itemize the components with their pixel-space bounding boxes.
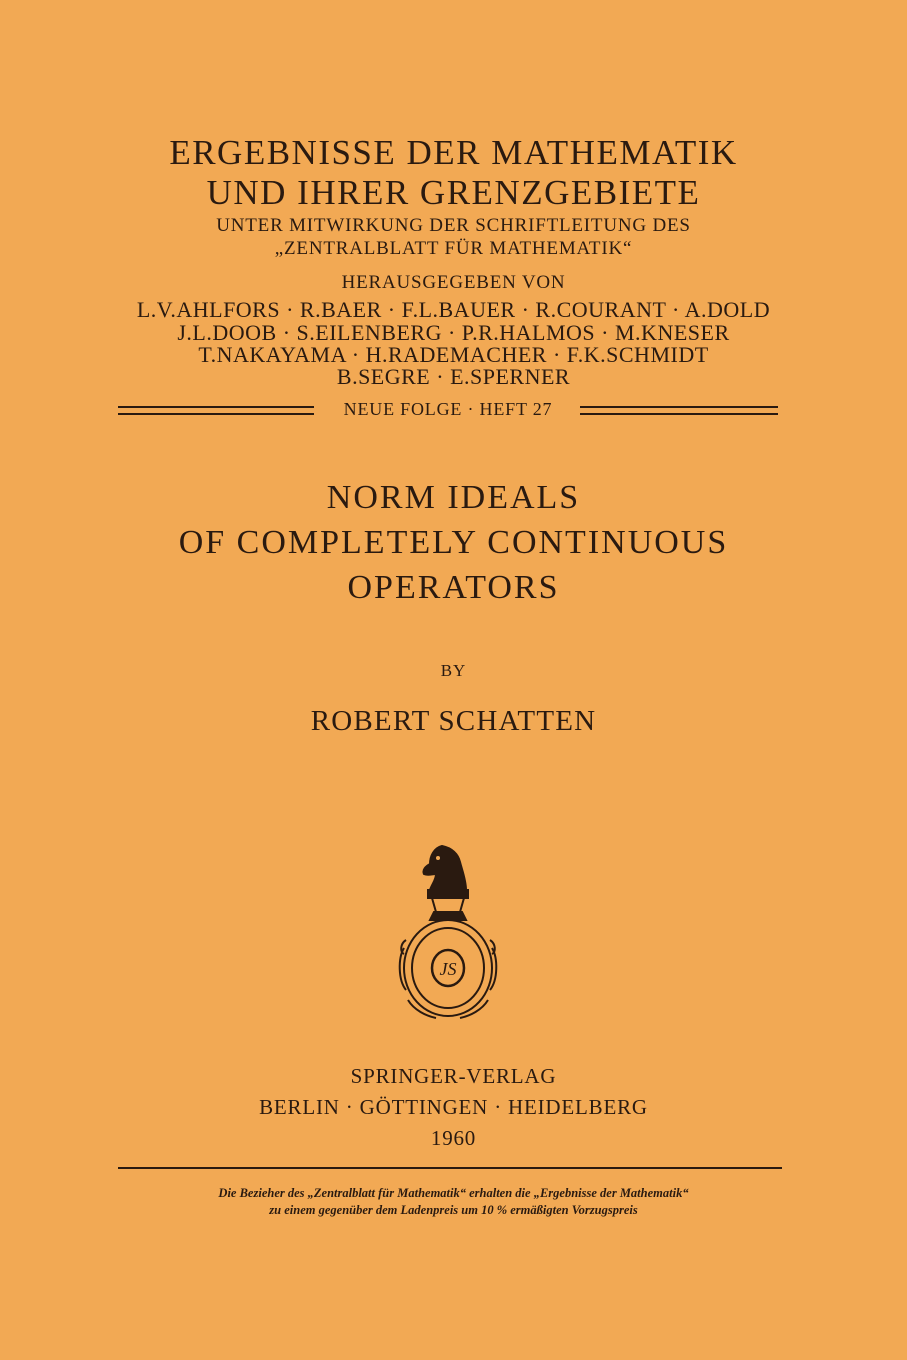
issue-label: NEUE FOLGE · HEFT 27 xyxy=(343,399,553,419)
series-title-line-1: ERGEBNISSE DER MATHEMATIK xyxy=(169,133,738,172)
series-subtitle-line-1: UNTER MITWIRKUNG DER SCHRIFTLEITUNG DES xyxy=(216,215,691,236)
publication-year: 1960 xyxy=(430,1126,477,1150)
issue-rule xyxy=(118,398,778,422)
bottom-rule xyxy=(118,1167,782,1169)
footer-note-line-2: zu einem gegenüber dem Ladenpreis um 10 % ermäßigten Vorzugspreis xyxy=(269,1203,638,1217)
author-name: ROBERT SCHATTEN xyxy=(310,705,597,737)
by-label: BY xyxy=(440,661,467,680)
book-title-line-1: NORM IDEALS xyxy=(326,479,581,516)
book-title-line-3: OPERATORS xyxy=(347,569,560,606)
editors-line-3: T.NAKAYAMA · H.RADEMACHER · F.K.SCHMIDT xyxy=(198,342,709,367)
publisher-name: SPRINGER-VERLAG xyxy=(350,1064,557,1088)
footer-note-line-1: Die Bezieher des „Zentralblatt für Mathematik“ erhalten die „Ergebnisse der Mathematik“ xyxy=(218,1186,689,1200)
book-title-line-2: OF COMPLETELY CONTINUOUS xyxy=(178,524,729,561)
editors-line-4: B.SEGRE · E.SPERNER xyxy=(336,364,571,389)
springer-knight-icon xyxy=(396,840,500,1020)
editors-line-1: L.V.AHLFORS · R.BAER · F.L.BAUER · R.COURANT · A.DOLD xyxy=(136,297,771,322)
editors-line-2: J.L.DOOB · S.EILENBERG · P.R.HALMOS · M.KNESER xyxy=(177,320,730,345)
series-title-line-2: UND IHRER GRENZGEBIETE xyxy=(206,173,701,212)
editors-heading: HERAUSGEGEBEN VON xyxy=(341,272,566,293)
series-subtitle-line-2: „ZENTRALBLATT FÜR MATHEMATIK“ xyxy=(274,238,633,259)
publisher-cities: BERLIN · GÖTTINGEN · HEIDELBERG xyxy=(259,1095,648,1119)
logo-monogram: JS xyxy=(439,959,457,979)
